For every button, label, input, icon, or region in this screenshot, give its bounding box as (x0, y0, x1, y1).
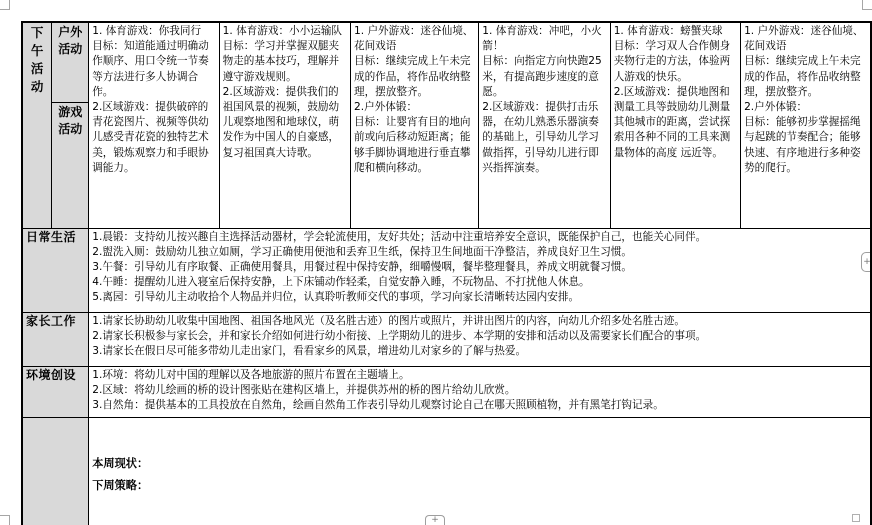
next-strategy-label: 下周策略： (92, 478, 149, 492)
document-page (21, 21, 872, 525)
list-item: 5.离园：引导幼儿主动收拾个人物品并归位，认真聆听教师交代的事项，学习向家长清晰转达园内安排。 (92, 291, 580, 304)
summary-content[interactable] (89, 417, 871, 525)
environment-content (89, 366, 871, 417)
expand-handle-icon[interactable]: + (861, 252, 872, 272)
list-item: 2.区域：将幼儿绘画的桥的设计图张贴在建构区墙上，并提供苏州的桥的图片给幼儿欣赏。 (92, 383, 516, 396)
list-item: 1.晨锻：支持幼儿按兴趣自主选择活动器材，学会轮流使用，友好共处；活动中注重培养安全意识，既能保护自己，也能关心同伴。 (92, 230, 707, 243)
afternoon-activity-heading: 下午活动 (22, 22, 52, 228)
parent-work-heading: 家长工作 (22, 312, 89, 366)
crop-mark-icon (0, 515, 10, 525)
list-item: 2.盥洗入厕：鼓励幼儿独立如厕，学习正确使用便池和丢弃卫生纸，保持卫生间地面干净整洁，养成良好卫生习惯。 (92, 245, 633, 258)
environment-heading: 环境创设 (22, 366, 89, 417)
list-item: 1.请家长协助幼儿收集中国地图、祖国各地风光（及名胜古迹）的图片或照片，并讲出图片的内容，向幼儿介绍多处名胜古迹。 (92, 314, 685, 327)
crop-mark-icon (0, 0, 10, 10)
afternoon-cell-sat: 1. 户外游戏：迷谷仙境、花间戏语 目标：继续完成上午未完成的作品，将作品收纳整理，摆放整齐。 2.户外体锻： 目标：能够初步掌握摇绳与起跳的节奏配合；能够快速、有序地进行多种姿势的爬行。 (741, 22, 871, 228)
add-row-handle-icon[interactable]: + (425, 515, 445, 525)
afternoon-cell-fri: 1. 体育游戏：螃蟹夹球 目标：学习双人合作侧身夹物行走的方法，体验两人游戏的快乐。 2.区域游戏：提供地图和测量工具等鼓励幼儿测量其他城市的距离，尝试探索用各种不同的工具来测量物体的高度 远近等。 (610, 22, 740, 228)
crop-mark-icon (862, 0, 872, 10)
daily-life-heading: 日常生活 (22, 228, 89, 312)
list-item: 2.请家长积极参与家长会，并和家长介绍如何进行幼小衔接、上学期幼儿的进步、本学期的安排和活动以及需要家长们配合的事项。 (92, 329, 707, 342)
daily-life-content (89, 228, 871, 312)
afternoon-cell-mon: 1. 体育游戏：你我同行 目标：知道能通过明确动作顺序、用口令统一节奏等方法进行多人协调合作。 2.区域游戏：提供破碎的青花瓷图片、视频等供幼儿感受青花瓷的独特艺术美，锻炼观察力和手眼协调能力。 (89, 22, 219, 228)
parent-work-content (89, 312, 871, 366)
list-item: 3.请家长在假日尽可能多带幼儿走出家门，看看家乡的风景，增进幼儿对家乡的了解与热爱。 (92, 344, 527, 357)
afternoon-cell-wed: 1. 户外游戏：迷谷仙境、花间戏语 目标：继续完成上午未完成的作品，将作品收纳整理，摆放整齐。 2.户外体锻： 目标：让婴宵有目的地向前或向后移动短距离；能够手脚协调地进行垂直攀爬和横向移动。 (350, 22, 478, 228)
list-item: 3.午餐：引导幼儿有序取餐、正确使用餐具，用餐过程中保持安静，细嚼慢咽，餐毕整理餐具，养成文明就餐习惯。 (92, 260, 633, 273)
current-status-label: 本周现状： (92, 456, 149, 470)
summary-heading-blank (22, 417, 89, 525)
afternoon-cell-thu: 1. 体育游戏：冲吧，小火箭！ 目标：向指定方向快跑25米，有提高跑步速度的意愿。 2.区域游戏：提供打击乐器，在幼儿熟悉乐器演奏的基础上，引导幼儿学习做指挥，引导幼儿进行即兴指挥演奏。 (479, 22, 610, 228)
weekly-plan-table (21, 21, 872, 525)
outdoor-activity-label: 户外活动 (52, 22, 89, 102)
list-item: 4.午睡：提醒幼儿进入寝室后保持安静，上下床铺动作轻柔，自觉安静入睡，不玩物品、不打扰他人休息。 (92, 276, 590, 289)
afternoon-cell-tue: 1. 体育游戏：小小运输队 目标：学习并掌握双腿夹物走的基本技巧，理解并遵守游戏规则。 2.区域游戏：提供我们的祖国风景的视频，鼓励幼儿观察地图和地球仪，萌发作为中国人的自豪感，复习祖国真大诗歌。 (219, 22, 350, 228)
game-activity-label: 游戏活动 (52, 102, 89, 228)
list-item: 3.自然角：提供基本的工具投放在自然角，绘画自然角工作表引导幼儿观察讨论自己在哪天照顾植物，并有黑笔打钩记录。 (92, 398, 664, 411)
list-item: 1.环境：将幼儿对中国的理解以及各地旅游的照片布置在主题墙上。 (92, 368, 410, 381)
